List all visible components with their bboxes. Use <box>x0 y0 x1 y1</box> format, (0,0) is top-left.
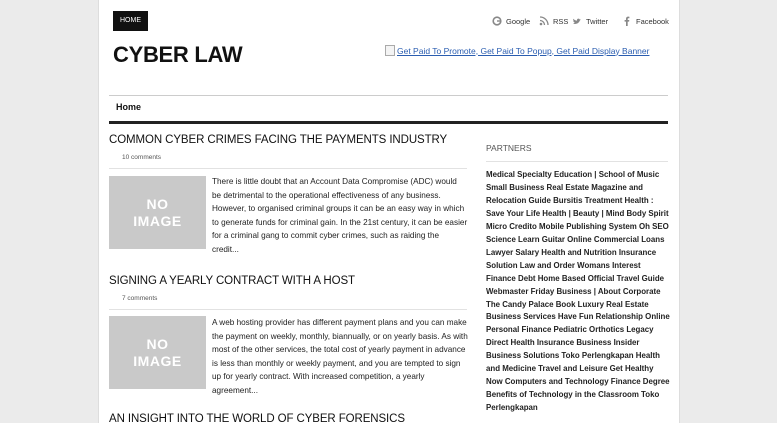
post-item <box>109 275 468 395</box>
post-title[interactable]: COMMON CYBER CRIMES FACING THE PAYMENTS INDUSTRY <box>109 134 448 146</box>
post-item <box>109 413 467 423</box>
sidebar-divider <box>486 161 668 162</box>
post-item <box>109 134 468 254</box>
top-home-tab[interactable]: HOME <box>113 11 148 31</box>
post-divider <box>109 309 467 310</box>
post-comments-link[interactable]: 10 comments <box>122 154 162 161</box>
banner-link[interactable] <box>385 45 649 56</box>
post-excerpt: A web hosting provider has different payment plans and you can make the payment on weekly, monthly, biannually, or on yearly basis. As with most of the other services, the total cost of yearly payment in advance is less than monthly or weekly payment, and you are tempted to sign up for yearly contract. With increased competition, a yearly agreement... <box>212 318 468 395</box>
twitter-link[interactable] <box>572 14 608 28</box>
nav-divider-top <box>109 95 668 96</box>
google-label: Google <box>506 16 531 26</box>
twitter-icon <box>572 16 582 26</box>
google-link[interactable] <box>492 14 530 28</box>
top-bar <box>99 0 679 42</box>
post-title[interactable]: AN INSIGHT INTO THE WORLD OF CYBER FORENSICS <box>109 413 405 423</box>
rss-link[interactable] <box>539 14 568 28</box>
rss-icon <box>539 16 549 26</box>
post-comments-link[interactable]: 7 comments <box>122 295 158 302</box>
thumb-text-line1: NO <box>146 335 169 352</box>
site-title[interactable]: CYBER LAW <box>113 42 243 67</box>
post-divider <box>109 168 467 169</box>
google-icon <box>492 16 502 26</box>
post-excerpt: There is little doubt that an Account Data Compromise (ADC) would be detrimental to the operational effectiveness of any business. However, to organised criminal groups it can be an easy way in which to generate funds for criminal gain. In the 21st century, it can be easier for a criminal gang to commit cyber crimes, such as raiding the credit... <box>212 177 468 254</box>
thumb-text-line2: IMAGE <box>133 212 182 229</box>
facebook-label: Facebook <box>636 16 669 26</box>
thumb-text-line2: IMAGE <box>133 352 182 369</box>
twitter-label: Twitter <box>586 16 609 26</box>
thumb-text-line1: NO <box>146 195 169 212</box>
nav-divider-bottom <box>109 121 668 124</box>
page-container <box>98 0 680 423</box>
facebook-link[interactable] <box>622 14 669 28</box>
banner-alt-text: Get Paid To Promote, Get Paid To Popup, Get Paid Display Banner <box>397 45 650 56</box>
broken-image-icon <box>385 45 395 56</box>
facebook-icon <box>622 16 632 26</box>
partners-links[interactable]: Medical Specialty Education | School of Music Small Business Real Estate Magazine and Relocation Guide Bursitis Treatment Health : Save Your Life Health | Beauty | Mind Body Spirit Micro Credito Mobile Publishing System Oh SEO Science Learn Guitar Online Commercial Loans Lawyer Salary Health and Nutrition Insurance Solution Law and Order Womans Interest Finance Debt Home Based Official Travel Guide Webmaster Friday Business | About Corporate The Candy Palace Book Luxury Real Estate Business Services Have Fun Relationship Online Personal Finance Pediatric Orthotics Legacy Direct Health Insurance Business Insider Business Solutions Toko Perlengkapan Health and Medicine Travel and Leisure Get Healthy Now Computers and Technology Finance Degree Benefits of Technology in the Classroom Toko Perlengkapan <box>486 170 670 413</box>
nav-home-link[interactable]: Home <box>116 102 142 112</box>
post-title[interactable]: SIGNING A YEARLY CONTRACT WITH A HOST <box>109 275 355 287</box>
post-thumbnail[interactable] <box>109 176 206 249</box>
sidebar-title: PARTNERS <box>486 143 532 153</box>
post-thumbnail[interactable] <box>109 316 206 389</box>
rss-label: RSS <box>553 16 569 26</box>
